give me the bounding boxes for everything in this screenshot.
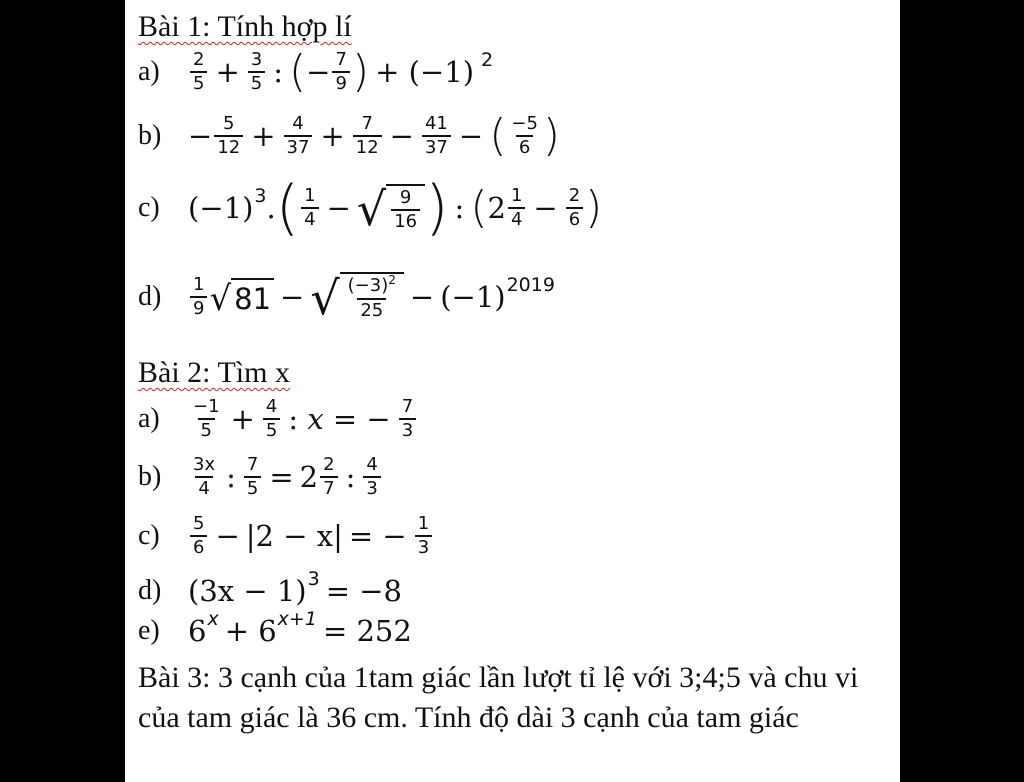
fraction: $\frac{7}{5}$	[244, 455, 261, 499]
bai1-c	[138, 173, 603, 243]
item-label: c)	[138, 520, 160, 551]
tail-term: + (−1)	[375, 55, 475, 89]
bai2-e	[138, 608, 418, 648]
item-label: d)	[138, 280, 162, 312]
bai2-b	[138, 455, 383, 499]
item-label: a)	[138, 403, 160, 434]
bai2-d-expression: (3x − 1) 3 = −8	[188, 568, 402, 608]
document-page	[125, 0, 900, 782]
bai1-c-expression: (−1) 3 . ( $\frac{1}{4}$ − √ $\frac{9}{16}$ ) : ( 2 $\frac{1}{4}$ − $\frac{2}{6}$ )	[188, 173, 603, 243]
item-label: c)	[138, 192, 160, 223]
fraction: $\frac{3}{5}$	[248, 50, 265, 94]
bai2-a-expression: $\frac{-1}{5}$ + $\frac{4}{5}$ : x = − $\frac{7}{3}$	[188, 397, 418, 441]
fraction: $\frac{7}{9}$	[332, 50, 349, 94]
fraction: $\frac{-1}{5}$	[193, 396, 220, 441]
bai1-a-expression: $\frac{2}{5}$ + $\frac{3}{5}$ : ( − $\frac{7}{9}$ ) + (−1) 2	[188, 50, 493, 94]
fraction: $\frac{2}{6}$	[566, 186, 583, 230]
fraction: $\frac{1}{9}$	[190, 275, 207, 319]
bai1-d	[138, 271, 555, 325]
bai1-title-text: Bài 1: Tính hợp lí	[138, 10, 352, 43]
exponent: 2019	[506, 273, 555, 296]
fraction: $\frac{9}{16}$	[391, 188, 420, 232]
item-label: a)	[138, 56, 160, 87]
exponent: 3	[254, 185, 267, 207]
bai2-title	[138, 356, 290, 390]
exponent: 2	[481, 49, 494, 71]
item-label: b)	[138, 120, 162, 151]
fraction: $\frac{3x}{4}$	[193, 454, 216, 499]
fraction: $\frac{1}{4}$	[508, 186, 525, 230]
item-label: b)	[138, 461, 162, 492]
fraction: $\frac{-5}{6}$	[511, 113, 538, 158]
fraction: $\frac{2}{7}$	[320, 455, 337, 499]
item-label: d)	[138, 575, 162, 606]
fraction: $\frac{7}{12}$	[353, 114, 382, 158]
bai2-d	[138, 568, 408, 608]
bai3-text: Bài 3: 3 cạnh của 1tam giác lần lượt tỉ lệ với 3;4;5 và chu vi của tam giác là 36 cm. Tính độ dài 3 cạnh của tam giác	[138, 661, 859, 734]
fraction: $\frac{7}{3}$	[399, 397, 416, 441]
square-root: √ $\frac{(-3)^2}{25}$	[310, 272, 404, 321]
bai2-c-expression: $\frac{5}{6}$ − |2 − x| = − $\frac{1}{3}$	[188, 514, 434, 558]
item-label: e)	[138, 615, 160, 646]
bai2-c	[138, 514, 434, 558]
bai2-title-text: Bài 2: Tìm x	[138, 356, 290, 389]
fraction: $\frac{(-3)^2}{25}$	[347, 273, 396, 321]
fraction: $\frac{1}{4}$	[301, 186, 318, 230]
bai2-a	[138, 397, 418, 441]
bai2-b-expression: $\frac{3x}{4}$ : $\frac{7}{5}$ = 2 $\frac{2}{7}$ : $\frac{4}{3}$	[188, 455, 383, 499]
bai1-b-expression: − $\frac{5}{12}$ + $\frac{4}{37}$ + $\frac{7}{12}$ − $\frac{41}{37}$ − ( $\frac{-5}{6}$ )	[188, 110, 561, 161]
exponent: x	[207, 608, 219, 630]
bai2-e-expression: 6 x + 6 x+1 = 252	[188, 608, 412, 648]
absolute-value: |2 − x|	[245, 519, 343, 553]
fraction: $\frac{2}{5}$	[190, 50, 207, 94]
bai1-title	[138, 10, 352, 44]
fraction: $\frac{4}{3}$	[363, 455, 380, 499]
fraction: $\frac{41}{37}$	[422, 114, 451, 158]
fraction: $\frac{4}{5}$	[263, 397, 280, 441]
fraction: $\frac{5}{6}$	[190, 514, 207, 558]
bai1-a	[138, 46, 494, 97]
exponent: 3	[307, 568, 320, 590]
fraction: $\frac{5}{12}$	[214, 114, 243, 158]
square-root: √ 81	[209, 278, 274, 316]
exponent: x+1	[277, 608, 317, 630]
fraction: $\frac{1}{3}$	[415, 514, 432, 558]
square-root: √ $\frac{9}{16}$	[357, 184, 425, 232]
bai1-d-expression: $\frac{1}{9}$ √ 81 − √ $\frac{(-3)^2}{25}$ − (−1) 2019	[188, 272, 555, 321]
bai3-paragraph	[138, 658, 888, 738]
bai1-b	[138, 110, 561, 161]
fraction: $\frac{4}{37}$	[284, 114, 313, 158]
